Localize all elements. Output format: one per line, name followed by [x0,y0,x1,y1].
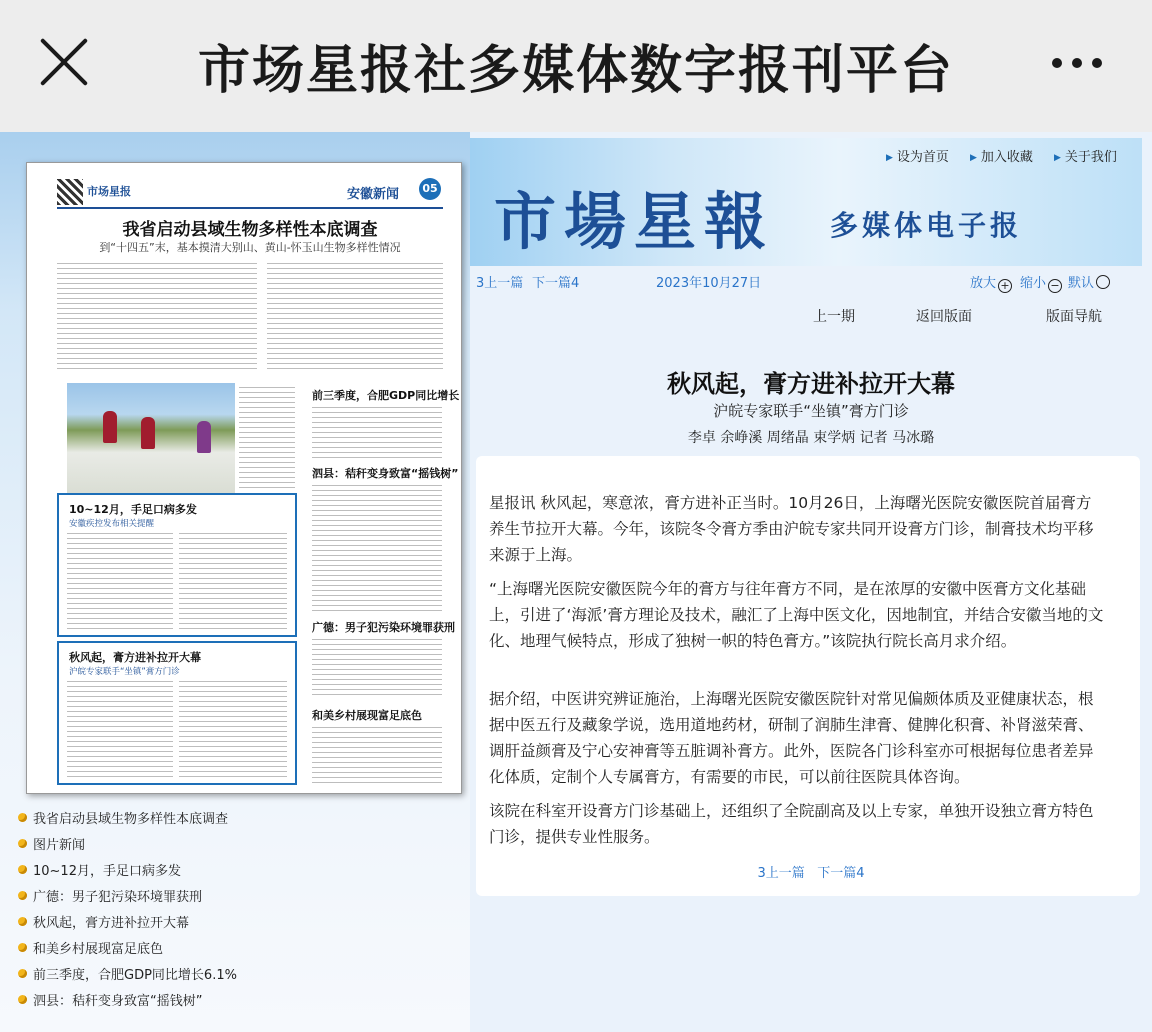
minus-icon: − [1048,279,1062,293]
text-column [312,483,442,613]
site-tagline: 多媒体电子报 [830,209,1023,242]
qr-code-icon [57,179,83,205]
circle-icon [1096,275,1110,289]
article-paragraph: 星报讯 秋风起，寒意浓，膏方进补正当时。10月26日，上海曙光医院安徽医院首届膏方养生节拉开大幕。今年，该院冬令膏方季由沪皖专家共同开设膏方门诊，制膏技术均平移来源于上海。 [489,494,1094,564]
paper-section-name: 安徽新闻 [347,187,400,202]
article-list-item[interactable]: 和美乡村展现富足底色 [18,934,237,960]
paper-page-number: 05 [419,178,441,200]
bullet-icon [18,865,27,874]
issue-date: 2023年10月27日 [656,276,762,291]
paper-subheadline: 到“十四五”末，基本摸清大别山、黄山-怀玉山生物多样性情况 [99,241,401,254]
article-body [476,456,1140,896]
news-photo[interactable] [67,383,235,495]
article-list-item[interactable]: 10~12月，手足口病多发 [18,856,237,882]
bullet-icon [18,943,27,952]
text-column [312,637,442,699]
add-favorite-link[interactable]: ▶ 加入收藏 [970,146,1033,165]
article-list-item[interactable]: 我省启动县域生物多样性本底调查 [18,804,237,830]
back-to-layout-link[interactable]: 返回版面 [916,309,972,325]
story-title-guangde[interactable]: 广德：男子犯污染环境罪获刑 [312,621,455,634]
close-icon[interactable] [36,34,92,90]
app-header [0,0,1152,132]
next-article-link[interactable]: 下一篇4 [817,866,865,881]
article-title: 秋风起，膏方进补拉开大幕 [667,370,955,398]
story-title-village[interactable]: 和美乡村展现富足底色 [312,709,422,722]
newspaper-page-thumbnail[interactable] [26,162,462,794]
bullet-icon [18,917,27,926]
text-column [67,679,173,777]
prev-article-link[interactable]: 3上一篇 [757,866,805,881]
photo-caption [239,385,295,491]
article-list-item[interactable]: 广德：男子犯污染环境罪获刑 [18,882,237,908]
text-column [57,261,257,373]
bullet-icon [18,891,27,900]
news-box-gaofang[interactable] [57,641,297,785]
article-toolbar [470,272,1142,296]
story-title-sixian[interactable]: 泗县：秸秆变身致富“摇钱树” [312,467,459,480]
text-column [267,261,443,373]
article-subtitle: 沪皖专家联手“坐镇”膏方门诊 [713,402,909,420]
zoom-out-button[interactable]: 缩小 − [1020,272,1062,293]
next-article-link[interactable]: 下一篇4 [532,276,580,291]
zoom-in-button[interactable]: 放大 + [970,272,1012,293]
paper-headline[interactable]: 我省启动县域生物多样性本底调查 [122,220,378,240]
prev-article-link[interactable]: 3上一篇 [476,276,524,291]
text-column [179,679,287,777]
text-column [179,531,287,629]
set-homepage-link[interactable]: ▶ 设为首页 [886,146,949,165]
bullet-icon [18,995,27,1004]
site-logo: 市場星報 [494,185,775,258]
article-list-item[interactable]: 图片新闻 [18,830,237,856]
article-list-item[interactable]: 泗县：秸秆变身致富“摇钱树” [18,986,237,1012]
bullet-icon [18,839,27,848]
bullet-icon [18,969,27,978]
box-title: 10~12月，手足口病多发 [69,503,197,516]
bullet-icon [18,813,27,822]
prev-issue-link[interactable]: 上一期 [813,309,855,325]
article-list [18,804,237,1012]
about-us-link[interactable]: ▶ 关于我们 [1054,146,1117,165]
article-panel [470,132,1152,1032]
box-title: 秋风起，膏方进补拉开大幕 [69,651,201,664]
news-box-hfmd[interactable] [57,493,297,637]
zoom-default-button[interactable]: 默认 [1068,272,1110,291]
more-icon[interactable] [1052,58,1102,68]
app-title: 市场星报社多媒体数字报刊平台 [197,41,954,101]
box-subtitle: 沪皖专家联手“坐镇”膏方门诊 [69,667,180,677]
article-list-item[interactable]: 前三季度，合肥GDP同比增长6.1% [18,960,237,986]
text-column [312,725,442,783]
article-pager [470,862,1152,881]
paper-masthead: 市场星报 [87,185,131,198]
article-paragraph: 该院在科室开设膏方门诊基础上，还组织了全院副高及以上专家，单独开设独立膏方特色门诊，提供专业性服务。 [489,802,1094,846]
divider [57,207,443,209]
text-column [312,405,442,461]
box-subtitle: 安徽疾控发布相关提醒 [69,519,155,529]
text-column [67,531,173,629]
article-byline: 李卓 余峥溪 周绪晶 束学炳 记者 马冰璐 [687,430,935,446]
page-thumbnail-panel [0,132,470,1032]
article-paragraph: 据介绍，中医讲究辨证施治，上海曙光医院安徽医院针对常见偏颇体质及亚健康状态，根据中医五行及藏象学说，选用道地药材，研制了润肺生津膏、健脾化积膏、补肾滋荣膏、调肝益颜膏及宁心安神膏等五脏调补膏方。此外，医院各门诊科室亦可根据每位患者差异化体质，定制个人专属膏方，有需要的市民，可以前往医院具体咨询。 [489,690,1094,786]
story-title-gdp[interactable]: 前三季度，合肥GDP同比增长 [312,389,460,402]
site-banner [470,138,1142,266]
layout-navigation-link[interactable]: 版面导航 [1046,309,1102,325]
article-paragraph: “上海曙光医院安徽医院今年的膏方与往年膏方不同，是在浓厚的安徽中医膏方文化基础上，引进了‘海派’膏方理论及技术，融汇了上海中医文化，因地制宜，并结合安徽当地的文化、地理气候特点，形成了独树一帜的特色膏方。”该院执行院长高月求介绍。 [489,580,1104,650]
article-list-item[interactable]: 秋风起，膏方进补拉开大幕 [18,908,237,934]
plus-icon: + [998,279,1012,293]
